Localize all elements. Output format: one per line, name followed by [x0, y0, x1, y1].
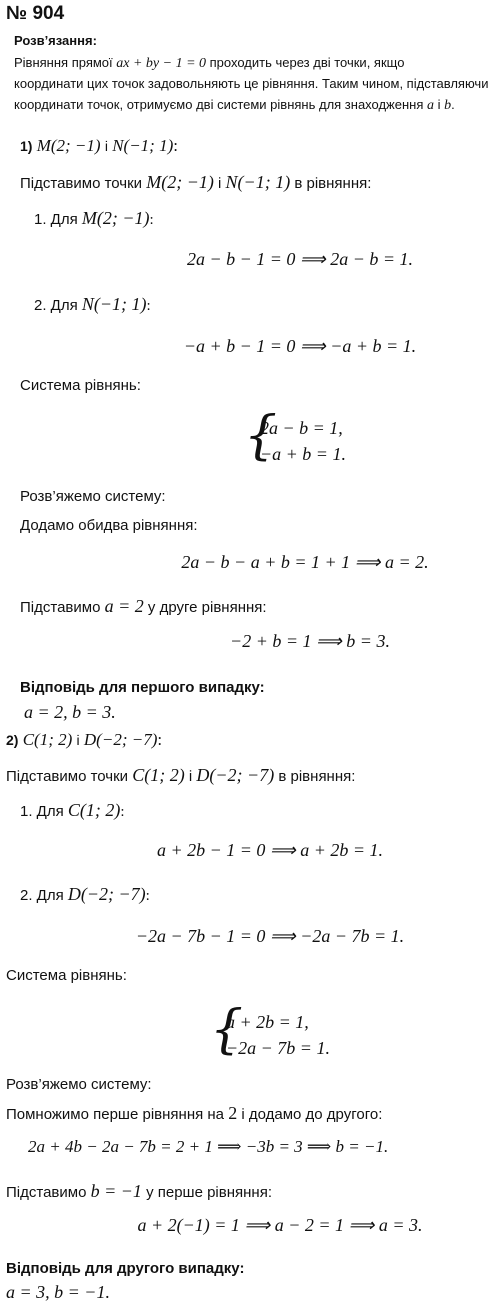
substitute-text: в рівняння:: [294, 175, 372, 192]
system-row-1: 2a − b = 1,: [260, 418, 343, 438]
point-d: D(−2; −7): [83, 730, 158, 749]
subst-value: a = 2: [104, 596, 144, 616]
case2-step1-equation: a + 2b − 1 = 0 ⟹ a + 2b = 1.: [156, 840, 384, 860]
colon: :: [146, 298, 151, 314]
mult-text: Помножимо перше рівняння на: [6, 1106, 225, 1123]
intro-text: координати точок, отримуємо дві системи рівнянь для знаходження: [14, 97, 427, 112]
case1-add-label: Додамо обидва рівняння:: [20, 517, 198, 534]
subst-text: Підставимо: [20, 599, 101, 616]
case1-add-equation: 2a − b − a + b = 1 + 1 ⟹ a = 2.: [181, 552, 429, 572]
intro-text: проходить через дві точки, якщо: [206, 55, 405, 70]
case2-heading: [6, 730, 162, 750]
case2-step1-label: [20, 800, 125, 821]
and-word: і: [188, 768, 193, 785]
case2-answer: a = 3, b = −1.: [6, 1282, 110, 1302]
case1-answer: a = 2, b = 3.: [24, 702, 116, 722]
colon: :: [145, 888, 150, 904]
case1-number: 1): [20, 138, 33, 154]
case1-heading: [20, 136, 178, 156]
colon: :: [173, 136, 178, 155]
step-label: 1. Для: [20, 803, 64, 820]
case2-mult-label: [6, 1103, 382, 1124]
case1-system-label: Система рівнянь:: [20, 377, 141, 394]
case2-step2-label: [20, 884, 150, 905]
case1-system: [244, 406, 390, 470]
subst-value: b = −1: [90, 1181, 142, 1201]
substitute-text: в рівняння:: [278, 768, 356, 785]
point-n: N(−1; 1): [225, 172, 291, 192]
colon: :: [120, 804, 125, 820]
case2-answer-label: Відповідь для другого випадку:: [6, 1260, 245, 1277]
solution-heading: Розв’язання:: [14, 33, 97, 48]
substitute-text: Підставимо точки: [6, 768, 129, 785]
var-b: b: [444, 98, 452, 113]
brace-icon: {: [244, 406, 278, 466]
multiplier: 2: [228, 1103, 238, 1123]
case2-system-label: Система рівнянь:: [6, 967, 127, 984]
case2-subst-equation: a + 2(−1) = 1 ⟹ a − 2 = 1 ⟹ a = 3.: [137, 1215, 423, 1235]
case2-step2-equation: −2a − 7b − 1 = 0 ⟹ −2a − 7b = 1.: [135, 926, 405, 946]
intro-text: .: [451, 97, 455, 112]
case2-subst-label: [6, 1181, 272, 1202]
line-equation: ax + by − 1 = 0: [116, 56, 207, 71]
case2-substitute: [6, 765, 355, 786]
intro-line-3: [14, 94, 455, 116]
intro-text: і: [434, 97, 445, 112]
system-row-2: −a + b = 1.: [260, 444, 346, 464]
subst-text: у перше рівняння:: [146, 1184, 272, 1201]
intro-line-2: координати цих точок задовольняють це рівняння. Таким чином, підставляючи: [14, 76, 489, 91]
case1-subst-equation: −2 + b = 1 ⟹ b = 3.: [230, 631, 390, 651]
colon: :: [149, 212, 154, 228]
step-label: 2. Для: [34, 297, 78, 314]
point-c: C(1; 2): [67, 800, 121, 820]
and-word: і: [218, 175, 222, 192]
substitute-text: Підставимо точки: [20, 175, 143, 192]
subst-text: у друге рівняння:: [147, 599, 267, 616]
point-c: C(1; 2): [132, 765, 185, 785]
point-n: N(−1; 1): [112, 136, 174, 155]
point-m: M(2; −1): [36, 136, 101, 155]
case1-substitute: [20, 172, 371, 193]
subst-text: Підставимо: [6, 1184, 87, 1201]
and-word: і: [104, 138, 108, 154]
step-label: 2. Для: [20, 887, 64, 904]
intro-line-1: [14, 52, 404, 74]
case1-subst-label: [20, 596, 267, 617]
point-m: M(2; −1): [146, 172, 214, 192]
var-a: a: [427, 98, 434, 113]
point-n: N(−1; 1): [81, 294, 147, 314]
case1-step2-equation: −a + b − 1 = 0 ⟹ −a + b = 1.: [183, 336, 417, 356]
and-word: і: [76, 732, 80, 748]
point-c: C(1; 2): [22, 730, 73, 749]
brace-icon: {: [210, 1000, 244, 1060]
step-label: 1. Для: [34, 211, 78, 228]
point-d: D(−2; −7): [67, 884, 146, 904]
case2-system: [210, 1000, 376, 1064]
mult-text: і додамо до другого:: [241, 1106, 383, 1123]
case1-step1-label: [34, 208, 154, 229]
colon: :: [157, 730, 163, 749]
case2-mult-equation: 2a + 4b − 2a − 7b = 2 + 1 ⟹ −3b = 3 ⟹ b = −1.: [28, 1137, 389, 1156]
case1-solve-label: Розв’яжемо систему:: [20, 488, 166, 505]
problem-number: № 904: [6, 3, 65, 24]
case1-answer-label: Відповідь для першого випадку:: [20, 679, 265, 696]
system-row-1: a + 2b = 1,: [226, 1012, 309, 1032]
case1-step1-equation: 2a − b − 1 = 0 ⟹ 2a − b = 1.: [186, 249, 414, 269]
case2-solve-label: Розв’яжемо систему:: [6, 1076, 152, 1093]
intro-text: Рівняння прямої: [14, 55, 117, 70]
point-d: D(−2; −7): [196, 765, 275, 785]
system-row-2: −2a − 7b = 1.: [226, 1038, 330, 1058]
case1-step2-label: [34, 294, 151, 315]
case2-number: 2): [6, 732, 19, 748]
point-m: M(2; −1): [81, 208, 150, 228]
